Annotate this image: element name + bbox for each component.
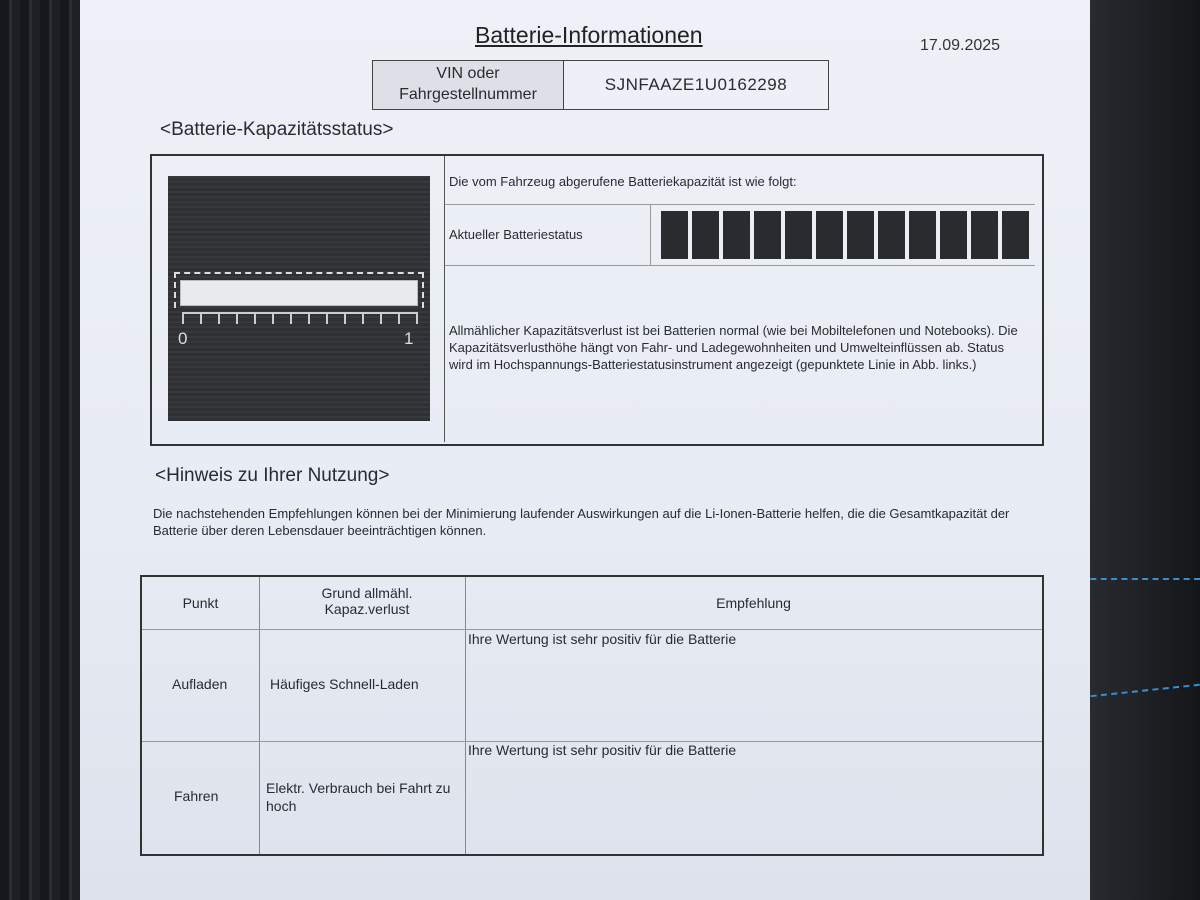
vin-value: SJNFAAZE1U0162298 — [604, 75, 788, 94]
gauge-min-label: 0 — [178, 329, 188, 348]
header-reason: Grund allmähl. Kapaz.verlust — [321, 585, 413, 617]
battery-status-segment — [909, 211, 936, 259]
battery-status-segment — [940, 211, 967, 259]
battery-gauge-image — [168, 176, 430, 421]
battery-status-segment — [971, 211, 998, 259]
capacity-details — [444, 156, 1041, 442]
header-point: Punkt — [182, 595, 219, 611]
battery-status-row — [445, 204, 1035, 266]
gauge-ticks — [182, 314, 418, 324]
capacity-intro: Die vom Fahrzeug abgerufene Batteriekapazität ist wie folgt: — [449, 174, 797, 189]
battery-status-segment — [661, 211, 688, 259]
usage-intro: Die nachstehenden Empfehlungen können bei der Minimierung laufender Auswirkungen auf die Li-Ionen-Batterie helfen, die die Gesamtkapazität der Batterie über deren Lebensdauer beeinträchtigen können. — [153, 506, 1010, 538]
capacity-status-box — [150, 154, 1044, 446]
document-title: Batterie-Informationen — [475, 22, 703, 48]
battery-status-segment — [692, 211, 719, 259]
battery-status-segment — [847, 211, 874, 259]
seat-stitching — [1080, 578, 1200, 580]
battery-status-segments — [650, 205, 1041, 265]
document-date: 17.09.2025 — [920, 37, 1001, 54]
battery-status-segment — [1002, 211, 1029, 259]
row-2-point: Fahren — [174, 788, 219, 804]
capacity-heading: <Batterie-Kapazitätsstatus> — [160, 119, 394, 140]
usage-heading: <Hinweis zu Ihrer Nutzung> — [155, 465, 390, 486]
row-1-point: Aufladen — [172, 676, 228, 692]
recommendation-table — [140, 575, 1044, 856]
battery-status-segment — [723, 211, 750, 259]
row-2-recommendation: Ihre Wertung ist sehr positiv für die Batterie — [468, 742, 737, 758]
header-recommendation: Empfehlung — [716, 595, 791, 611]
battery-status-label: Aktueller Batteriestatus — [449, 227, 583, 242]
gauge-bar — [180, 280, 418, 306]
vin-box — [372, 60, 829, 110]
vin-label: VIN oder Fahrgestellnummer — [373, 61, 564, 109]
row-2-reason: Elektr. Verbrauch bei Fahrt zu hoch — [266, 780, 451, 814]
battery-report-paper — [80, 0, 1090, 900]
table-divider — [259, 577, 260, 854]
row-1-reason: Häufiges Schnell-Laden — [270, 676, 419, 692]
row-1-recommendation: Ihre Wertung ist sehr positiv für die Batterie — [468, 631, 737, 647]
battery-status-segment — [816, 211, 843, 259]
seat-stitching — [1080, 684, 1200, 699]
battery-status-segment — [754, 211, 781, 259]
gauge-max-label: 1 — [404, 329, 414, 348]
battery-status-segment — [785, 211, 812, 259]
capacity-note: Allmählicher Kapazitätsverlust ist bei Batterien normal (wie bei Mobiltelefonen und Notebooks). Die Kapazitätsverlusthöhe hängt von Fahr- und Ladegewohnheiten und Umwelteinflüssen ab. Status wird im Hochspannungs-Batteriestatusinstrument angezeigt (gepunktete Linie in Abb. links.) — [449, 323, 1018, 372]
car-seat-left-background — [0, 0, 90, 900]
battery-status-segment — [878, 211, 905, 259]
